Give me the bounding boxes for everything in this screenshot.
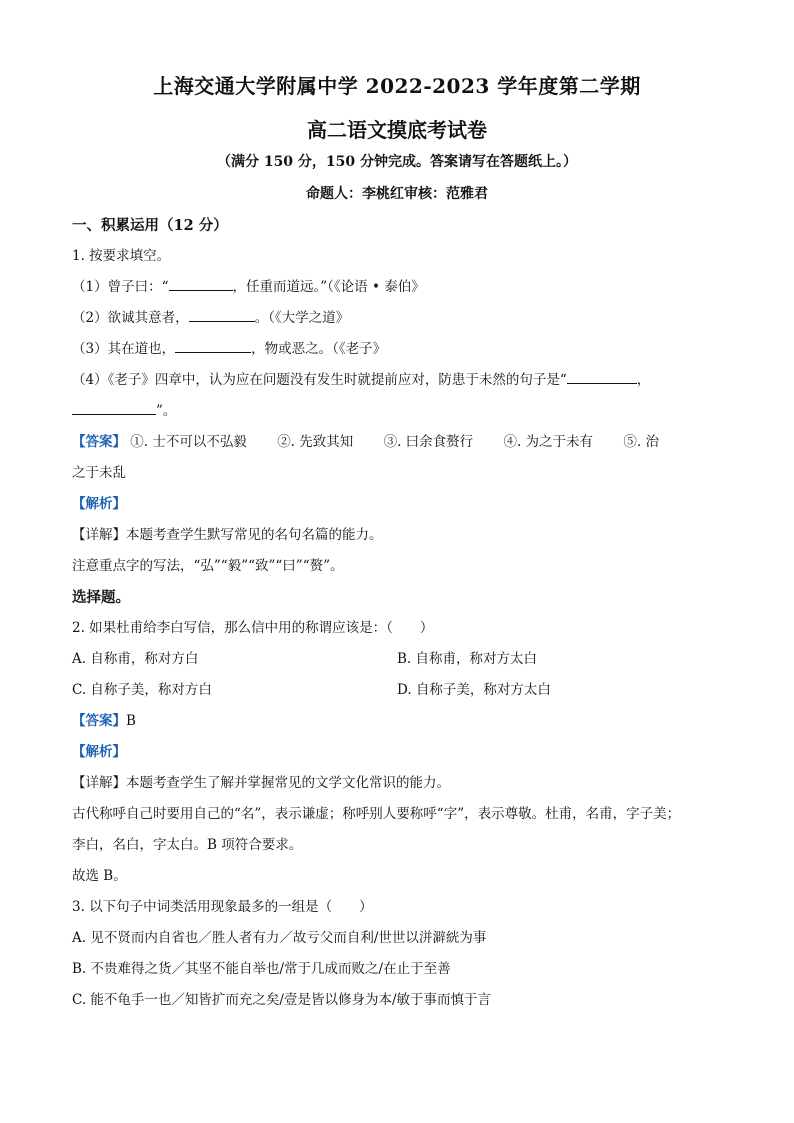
q2-answer-line <box>72 706 722 737</box>
q2-conclusion: 故选 B。 <box>72 868 127 884</box>
answer-blank <box>72 400 156 415</box>
q3-stem: 3. 以下句子中词类活用现象最多的一组是（ ） <box>72 899 373 915</box>
q2-answer: B <box>126 713 136 729</box>
q1-answer-5: ⑤. 治 <box>623 434 659 450</box>
answer-tag: 【答案】 <box>72 713 126 729</box>
q1-item-1-text-a: （1）曾子曰：“ <box>72 279 169 295</box>
q2-stem: 2. 如果杜甫给李白写信，那么信中用的称谓应该是：（ ） <box>72 620 434 636</box>
q3-option-c: C. 能不龟手一也／知皆扩而充之矣/壹是皆以修身为本/敏于事而慎于言 <box>72 992 492 1008</box>
q1-stem: 1. 按要求填空。 <box>72 248 171 264</box>
q2-option-d: D. 自称子美，称对方太白 <box>397 682 551 698</box>
exam-title: 上海交通大学附属中学 2022-2023 学年度第二学期 <box>153 74 641 98</box>
q2-options-row-2 <box>72 675 722 706</box>
q2-option-c: C. 自称子美，称对方白 <box>72 682 212 698</box>
q3-option-a: A. 见不贤而内自省也／胜人者有力／故亏父而自利/世世以洴澼絖为事 <box>72 930 487 946</box>
q1-answer-continuation: 之于未乱 <box>72 465 126 481</box>
q2-option-b: B. 自称甫，称对方太白 <box>397 651 538 667</box>
q1-answer-2: ②. 先致其知 <box>277 434 354 450</box>
q1-answer-3: ③. 曰余食赘行 <box>383 434 474 450</box>
q2-explanation-line-2: 李白，名白，字太白。B 项符合要求。 <box>72 837 303 853</box>
q1-item-4-text-a: （4）《老子》四章中，认为应在问题没有发生时就提前应对，防患于未然的句子是“ <box>72 372 567 388</box>
q1-item-3 <box>72 334 722 365</box>
q1-item-1 <box>72 272 722 303</box>
answer-blank <box>169 276 233 291</box>
answer-tag: 【答案】 <box>72 434 126 450</box>
exam-body <box>72 210 722 1016</box>
q1-item-3-text-b: ，物或恶之。（《老子》 <box>251 341 387 357</box>
analysis-tag: 【解析】 <box>72 744 126 760</box>
q1-answer-line <box>72 427 722 458</box>
detail-tag: 【详解】 <box>72 775 126 791</box>
q2-options-row-1 <box>72 644 722 675</box>
q1-item-4-line-1 <box>72 365 722 396</box>
q1-item-4-text-b: ， <box>636 372 651 388</box>
exam-subtitle: 高二语文摸底考试卷 <box>307 118 487 142</box>
exam-note: （满分 150 分，150 分钟完成。答案请写在答题纸上。） <box>216 154 578 170</box>
q2-explanation-line-1: 古代称呼自己时要用自己的“名”，表示谦虚；称呼别人要称呼“字”，表示尊敬。杜甫，名甫，字子美； <box>72 806 681 822</box>
answer-blank <box>175 338 251 353</box>
q1-note: 注意重点字的写法，“弘”“毅”“致”“曰”“赘”。 <box>72 558 344 574</box>
q1-item-1-text-b: ，任重而道远。”（《论语 • 泰伯》 <box>232 279 425 295</box>
q1-item-3-text-a: （3）其在道也， <box>72 341 176 357</box>
q1-detail-text: 本题考查学生默写常见的名句名篇的能力。 <box>126 527 383 543</box>
exam-authors: 命题人：李桃红审核：范雅君 <box>306 186 488 202</box>
q1-answer-1: ①. 士不可以不弘毅 <box>130 434 247 450</box>
q3-option-b: B. 不贵难得之货／其坚不能自举也/常于几成而败之/在止于至善 <box>72 961 451 977</box>
q2-option-a: A. 自称甫，称对方白 <box>72 651 199 667</box>
answer-blank <box>567 369 637 384</box>
q1-answer-4: ④. 为之于未有 <box>503 434 594 450</box>
analysis-tag: 【解析】 <box>72 496 126 512</box>
q1-item-4-line-2-text: ”。 <box>156 403 177 419</box>
detail-tag: 【详解】 <box>72 527 126 543</box>
section-heading-2: 选择题。 <box>72 589 130 606</box>
section-heading-1: 一、积累运用（12 分） <box>72 217 228 234</box>
q1-item-2 <box>72 303 722 334</box>
q2-detail <box>72 768 722 799</box>
answer-blank <box>189 307 255 322</box>
q1-detail <box>72 520 722 551</box>
q1-item-2-text-b: 。（《大学之道》 <box>254 310 350 326</box>
q1-item-2-text-a: （2）欲诚其意者， <box>72 310 189 326</box>
q1-item-4-line-2 <box>72 396 722 427</box>
q2-detail-text: 本题考查学生了解并掌握常见的文学文化常识的能力。 <box>126 775 450 791</box>
